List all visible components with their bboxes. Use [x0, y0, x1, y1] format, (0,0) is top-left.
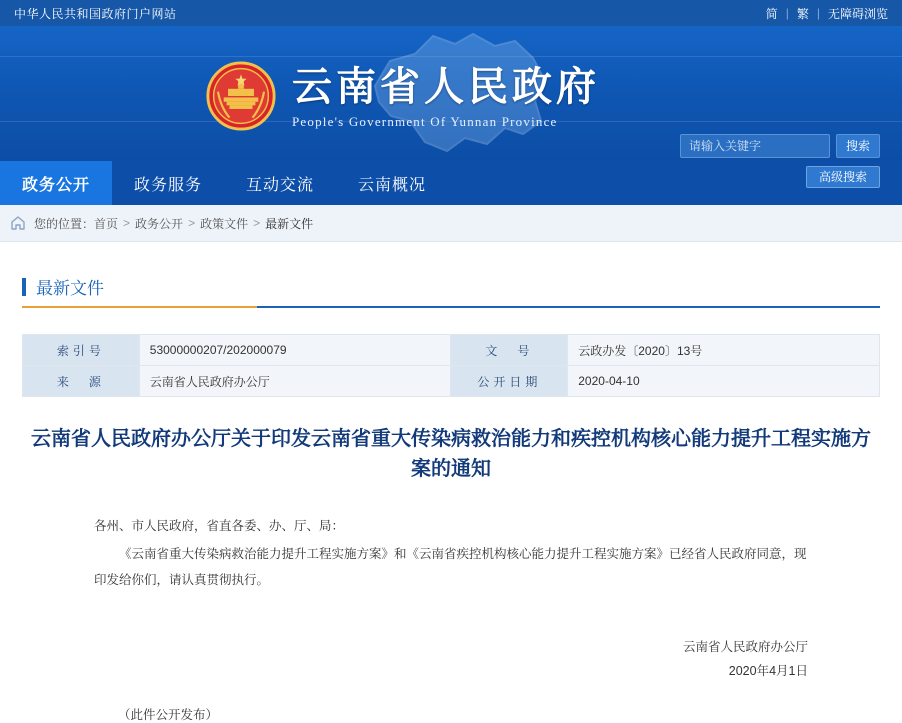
document-salutation: 各州、市人民政府，省直各委、办、厅、局： [94, 519, 345, 533]
portal-site-name: 中华人民共和国政府门户网站 [14, 6, 177, 21]
nav-item-yunnan-overview[interactable]: 云南概况 [358, 176, 427, 194]
site-banner [0, 26, 902, 184]
section-header [22, 272, 880, 308]
meta-key-index-number: 索引号 [23, 335, 140, 366]
breadcrumb-separator-3: > [253, 216, 261, 230]
nav-item-government-services[interactable]: 政务服务 [134, 176, 203, 194]
meta-value-document-number: 云政办发〔2020〕13号 [568, 335, 880, 366]
section-title: 最新文件 [36, 279, 104, 298]
top-bar-links [766, 5, 888, 22]
lang-traditional-link[interactable]: 繁 [796, 6, 809, 21]
breadcrumb-item-government-affairs[interactable]: 政务公开 [135, 216, 184, 231]
top-bar [0, 0, 902, 26]
table-row [23, 335, 880, 366]
national-emblem-icon [205, 60, 277, 132]
section-accent-bar [22, 278, 26, 296]
meta-key-document-number: 文 号 [451, 335, 568, 366]
search-box[interactable] [680, 134, 830, 158]
main-nav [0, 161, 902, 205]
search-input[interactable] [687, 138, 846, 154]
lang-simplified-link[interactable]: 简 [765, 6, 778, 21]
site-title-cn: 云南省人民政府 [292, 64, 600, 110]
meta-value-source: 云南省人民政府办公厅 [139, 366, 451, 397]
table-row [23, 366, 880, 397]
signature-organization: 云南省人民政府办公厅 [682, 640, 808, 654]
home-icon [10, 215, 26, 231]
document-title: 云南省人民政府办公厅关于印发云南省重大传染病救治能力和疾控机构核心能力提升工程实施方案的通知 [31, 426, 871, 480]
breadcrumb-item-policy-documents[interactable]: 政策文件 [200, 216, 249, 231]
meta-value-index-number: 53000000207/202000079 [139, 335, 451, 366]
breadcrumb-current: 最新文件 [265, 216, 314, 231]
top-bar-separator-2: | [816, 6, 820, 20]
main-content [0, 272, 902, 723]
document-signature [22, 635, 808, 683]
accessibility-link[interactable]: 无障碍浏览 [827, 6, 888, 21]
search-button[interactable]: 搜索 [836, 134, 880, 158]
meta-value-publish-date: 2020-04-10 [568, 366, 880, 397]
section-underline-accent [22, 306, 257, 308]
search-area [680, 134, 880, 158]
nav-item-interaction[interactable]: 互动交流 [246, 176, 315, 194]
advanced-search-button[interactable]: 高级搜索 [806, 166, 880, 188]
meta-key-publish-date: 公开日期 [451, 366, 568, 397]
document-meta-table [22, 334, 880, 397]
signature-date: 2020年4月1日 [728, 664, 808, 678]
document-footnote: （此件公开发布） [118, 708, 219, 722]
nav-item-government-affairs[interactable]: 政务公开 [0, 161, 112, 205]
document-paragraph-1: 《云南省重大传染病救治能力提升工程实施方案》和《云南省疾控机构核心能力提升工程实施方案》已经省人民政府同意，现印发给你们，请认真贯彻执行。 [94, 547, 807, 587]
breadcrumb-item-home[interactable]: 首页 [94, 216, 119, 231]
site-title-block [292, 64, 600, 130]
top-bar-separator-1: | [785, 6, 789, 20]
breadcrumb-separator-2: > [188, 216, 196, 230]
meta-key-source: 来 源 [23, 366, 140, 397]
site-title-en: People's Government Of Yunnan Province [292, 114, 558, 129]
document-body [94, 513, 808, 593]
breadcrumb-separator-1: > [123, 216, 131, 230]
breadcrumb [0, 205, 902, 242]
breadcrumb-prefix: 您的位置： [34, 216, 95, 231]
